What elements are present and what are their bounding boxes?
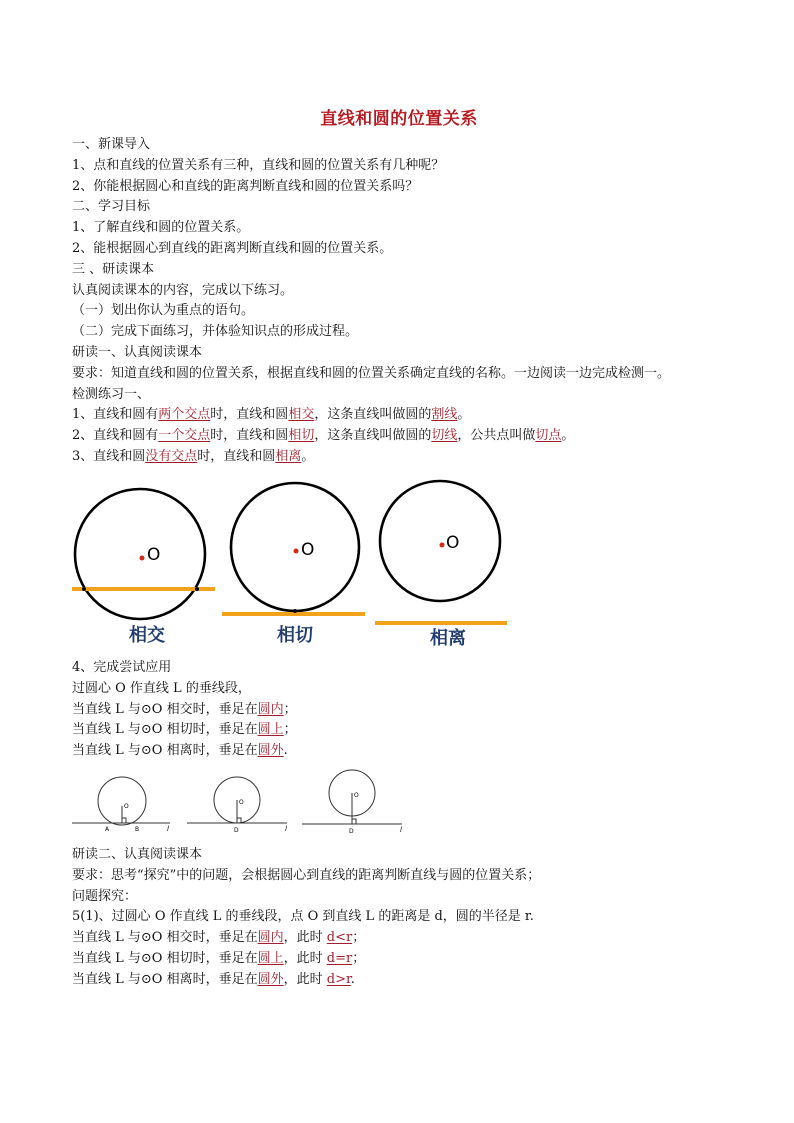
text-span: . xyxy=(283,743,288,759)
text-line: （二）完成下面练习，并体验知识点的形成过程。 xyxy=(72,324,359,340)
tangent-dot xyxy=(293,609,297,613)
question-line: 1、点和直线的位置关系有三种，直线和圆的位置关系有几种呢？ xyxy=(72,157,445,173)
text-line: 研读二、认真阅读课本 xyxy=(72,847,203,862)
text-line: 检测练习一、 xyxy=(72,386,151,402)
text-span: 。 xyxy=(457,407,471,423)
circle xyxy=(231,483,359,611)
text-line: 研读一、认真阅读课本 xyxy=(72,344,203,360)
text-span: 2、直线和圆有 xyxy=(72,428,159,444)
exercise-line xyxy=(72,928,732,949)
text-span: 。 xyxy=(301,448,315,464)
answer-blank: d=r xyxy=(326,950,353,966)
page-title: 直线和圆的位置关系 xyxy=(320,109,478,129)
position-label: 相交 xyxy=(129,625,165,646)
exercise-line xyxy=(72,970,732,991)
answer-blank: 圆上 xyxy=(257,950,284,966)
point-label: A xyxy=(105,826,110,833)
position-label: 相离 xyxy=(430,628,466,649)
answer-blank: 切线 xyxy=(431,428,458,444)
exercise-line xyxy=(72,741,732,762)
text-span: 时，直线和圆 xyxy=(210,428,289,444)
separate-diagram xyxy=(375,481,507,649)
right-angle xyxy=(122,818,126,823)
answer-blank: 割线 xyxy=(431,407,458,423)
text-span: ，这条直线叫做圆的 xyxy=(314,428,432,444)
question-line: 2、你能根据圆心和直线的距离判断直线和圆的位置关系吗？ xyxy=(72,178,419,194)
text-line: 要求：知道直线和圆的位置关系，根据直线和圆的位置关系确定直线的名称。一边阅读一边完成检测一。 xyxy=(72,365,671,381)
text-span: 时，直线和圆 xyxy=(197,448,276,464)
point-label: l xyxy=(400,826,402,834)
answer-blank: d>r xyxy=(326,971,351,987)
text-span: ； xyxy=(352,950,366,966)
answer-blank: 相切 xyxy=(288,428,315,444)
perpendicular-figure xyxy=(72,766,412,838)
intersect-diagram xyxy=(72,489,215,646)
tangent-small xyxy=(187,777,287,823)
text-line: 过圆心 O 作直线 L 的垂线段， xyxy=(72,680,251,696)
text-line: 问题探究： xyxy=(72,888,138,904)
right-angle xyxy=(352,819,356,824)
center-label: O xyxy=(446,533,460,553)
text-span: 当直线 L 与⊙O 相切时，垂足在 xyxy=(72,722,258,738)
text-span: 时，直线和圆 xyxy=(210,407,289,423)
center-label: O xyxy=(301,540,315,560)
answer-blank: 相交 xyxy=(288,407,315,423)
text-span: ，此时 xyxy=(283,950,327,966)
center-dot xyxy=(294,549,299,554)
text-span: 当直线 L 与⊙O 相离时，垂足在 xyxy=(72,971,258,987)
text-line: 5(1)、过圆心 O 作直线 L 的垂线段，点 O 到直线 L 的距离是 d，圆的半径是 r. xyxy=(72,909,534,925)
position-figure xyxy=(72,478,522,653)
answer-blank: 圆内 xyxy=(257,701,284,717)
goal-line: 2、能根据圆心到直线的距离判断直线和圆的位置关系。 xyxy=(72,240,393,256)
text-span: 。 xyxy=(561,428,575,444)
point-label: B xyxy=(135,826,140,833)
application-block xyxy=(72,658,732,762)
section-heading: 一、新课导入 xyxy=(72,137,151,152)
text-span: ； xyxy=(352,930,366,946)
text-line: （一）划出你认为重点的语句。 xyxy=(72,303,255,319)
answer-blank: 圆外 xyxy=(257,743,284,759)
answer-blank: 一个交点 xyxy=(158,428,211,444)
exercise-line xyxy=(72,426,732,447)
answer-blank: 圆外 xyxy=(257,971,284,987)
text-line: 认真阅读课本的内容，完成以下练习。 xyxy=(72,282,294,298)
text-line: 要求：思考“探究”中的问题，会根据圆心到直线的距离判断直线与圆的位置关系； xyxy=(72,867,541,883)
section-heading: 三 、研读课本 xyxy=(72,261,155,277)
text-span: ，此时 xyxy=(283,930,327,946)
point-label: l xyxy=(285,825,287,833)
circle xyxy=(380,481,500,601)
text-span: ，公共点叫做 xyxy=(457,428,536,444)
point-label: D xyxy=(349,828,354,835)
point-label: O xyxy=(239,799,244,806)
answer-blank: 没有交点 xyxy=(145,448,198,464)
text-span: ，此时 xyxy=(283,971,327,987)
point-label: O xyxy=(124,803,129,810)
intersection-dot xyxy=(82,587,86,591)
point-label: l xyxy=(167,825,169,833)
circle xyxy=(75,489,205,619)
study-two-block xyxy=(72,845,732,991)
center-label: O xyxy=(147,545,161,565)
exercise-line xyxy=(72,405,732,426)
separate-small xyxy=(302,770,402,824)
text-span: 当直线 L 与⊙O 相离时，垂足在 xyxy=(72,743,258,759)
position-label: 相切 xyxy=(277,625,313,646)
intro-block xyxy=(72,135,732,468)
exercise-line xyxy=(72,447,732,468)
center-dot xyxy=(440,543,445,548)
text-span: 当直线 L 与⊙O 相切时，垂足在 xyxy=(72,950,258,966)
exercise-line xyxy=(72,949,732,970)
point-label: D xyxy=(234,827,239,834)
text-span: 1、直线和圆有 xyxy=(72,407,159,423)
point-label: O xyxy=(354,792,359,799)
intersection-dot xyxy=(195,587,199,591)
exercise-line xyxy=(72,700,732,721)
answer-blank: 两个交点 xyxy=(158,407,211,423)
goal-line: 1、了解直线和圆的位置关系。 xyxy=(72,220,250,236)
text-span: 当直线 L 与⊙O 相交时，垂足在 xyxy=(72,701,258,717)
answer-blank: 圆上 xyxy=(257,722,284,738)
answer-blank: 切点 xyxy=(535,428,562,444)
answer-blank: 相离 xyxy=(275,448,302,464)
text-span: 当直线 L 与⊙O 相交时，垂足在 xyxy=(72,930,258,946)
answer-blank: 圆内 xyxy=(257,930,284,946)
exercise-line xyxy=(72,720,732,741)
tangent-diagram xyxy=(222,483,365,646)
text-span: ，这条直线叫做圆的 xyxy=(314,407,432,423)
text-span: ； xyxy=(283,722,297,738)
section-heading: 4、完成尝试应用 xyxy=(72,660,172,675)
text-span: ； xyxy=(283,701,297,717)
section-heading: 二、学习目标 xyxy=(72,199,151,215)
text-span: . xyxy=(350,971,355,987)
answer-blank: d<r xyxy=(326,930,353,946)
center-dot xyxy=(140,556,145,561)
text-span: 3、直线和圆 xyxy=(72,448,146,464)
intersect-small xyxy=(72,777,170,825)
